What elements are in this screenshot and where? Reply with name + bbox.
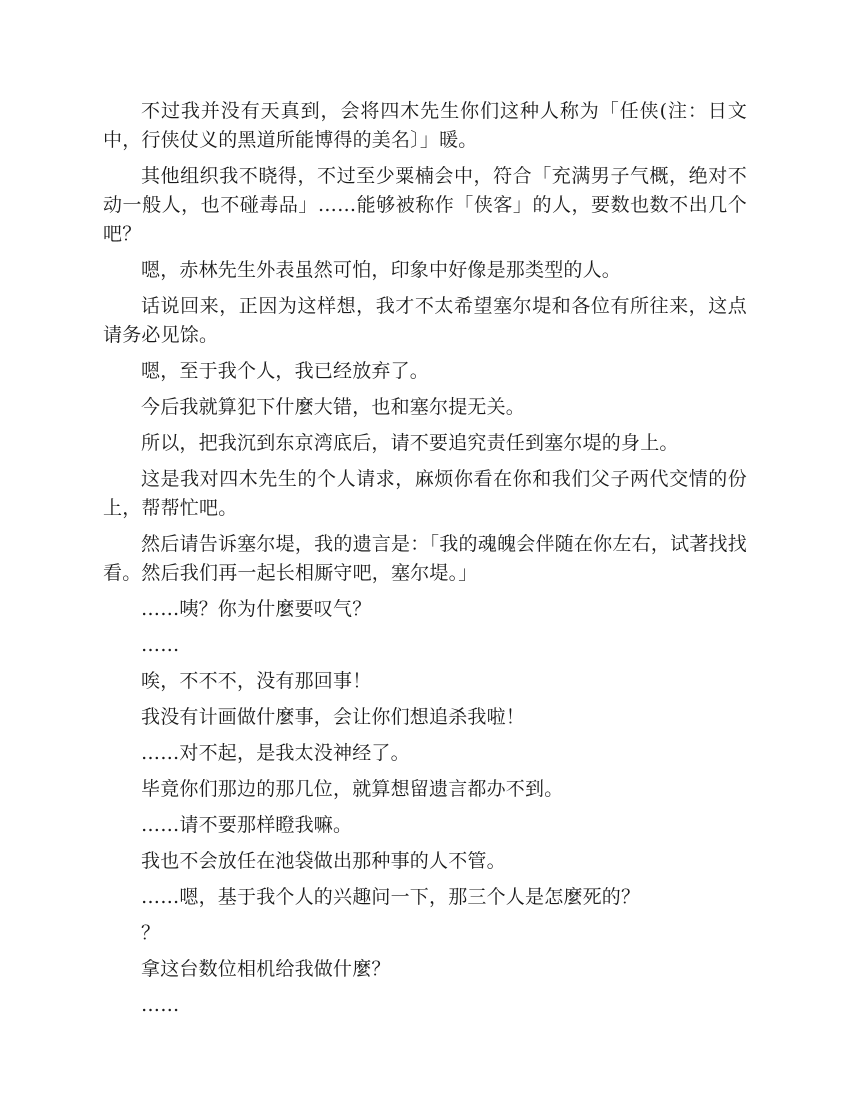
paragraph: ……嗯，基于我个人的兴趣问一下，那三个人是怎麼死的？ xyxy=(141,886,641,908)
paragraph: 话说回来，正因为这样想，我才不太希望塞尔堤和各位有所往来，这点请务必见馀。 xyxy=(103,295,747,346)
paragraph: 这是我对四木先生的个人请求，麻烦你看在你和我们父子两代交情的份上，帮帮忙吧。 xyxy=(103,468,747,519)
paragraph: ……咦？你为什麼要叹气？ xyxy=(141,598,372,620)
paragraph: ……请不要那样瞪我嘛。 xyxy=(141,814,353,836)
paragraph: …… xyxy=(141,994,180,1016)
text-body xyxy=(103,97,747,1027)
paragraph: 唉，不不不，没有那回事！ xyxy=(141,670,372,692)
paragraph: 拿这台数位相机给我做什麼？ xyxy=(141,958,391,980)
paragraph: 今后我就算犯下什麼大错，也和塞尔提无关。 xyxy=(141,396,526,418)
paragraph: 我也不会放任在池袋做出那种事的人不管。 xyxy=(141,850,506,872)
paragraph: 嗯，赤林先生外表虽然可怕，印象中好像是那类型的人。 xyxy=(141,259,622,281)
paragraph: 然后请告诉塞尔堤，我的遗言是：「我的魂魄会伴随在你左右，试著找找看。然后我们再一起长相厮守吧，塞尔堤。」 xyxy=(103,533,747,584)
paragraph: 毕竟你们那边的那几位，就算想留遗言都办不到。 xyxy=(141,778,564,800)
paragraph: ……对不起，是我太没神经了。 xyxy=(141,742,410,764)
paragraph: 所以，把我沉到东京湾底后，请不要追究责任到塞尔堤的身上。 xyxy=(141,432,679,454)
paragraph: 不过我并没有天真到，会将四木先生你们这种人称为「任侠(注：日文中，行侠仗义的黑道所能博得的美名〕」暖。 xyxy=(103,100,747,151)
paragraph: ？ xyxy=(141,922,161,944)
paragraph: 其他组织我不晓得，不过至少粟楠会中，符合「充满男子气概，绝对不动一般人，也不碰毒品」……能够被称作「侠客」的人，要数也数不出几个吧？ xyxy=(103,165,747,245)
paragraph: 嗯，至于我个人，我已经放弃了。 xyxy=(141,360,430,382)
paragraph: 我没有计画做什麼事，会让你们想追杀我啦！ xyxy=(141,706,526,728)
paragraph: …… xyxy=(141,634,180,656)
